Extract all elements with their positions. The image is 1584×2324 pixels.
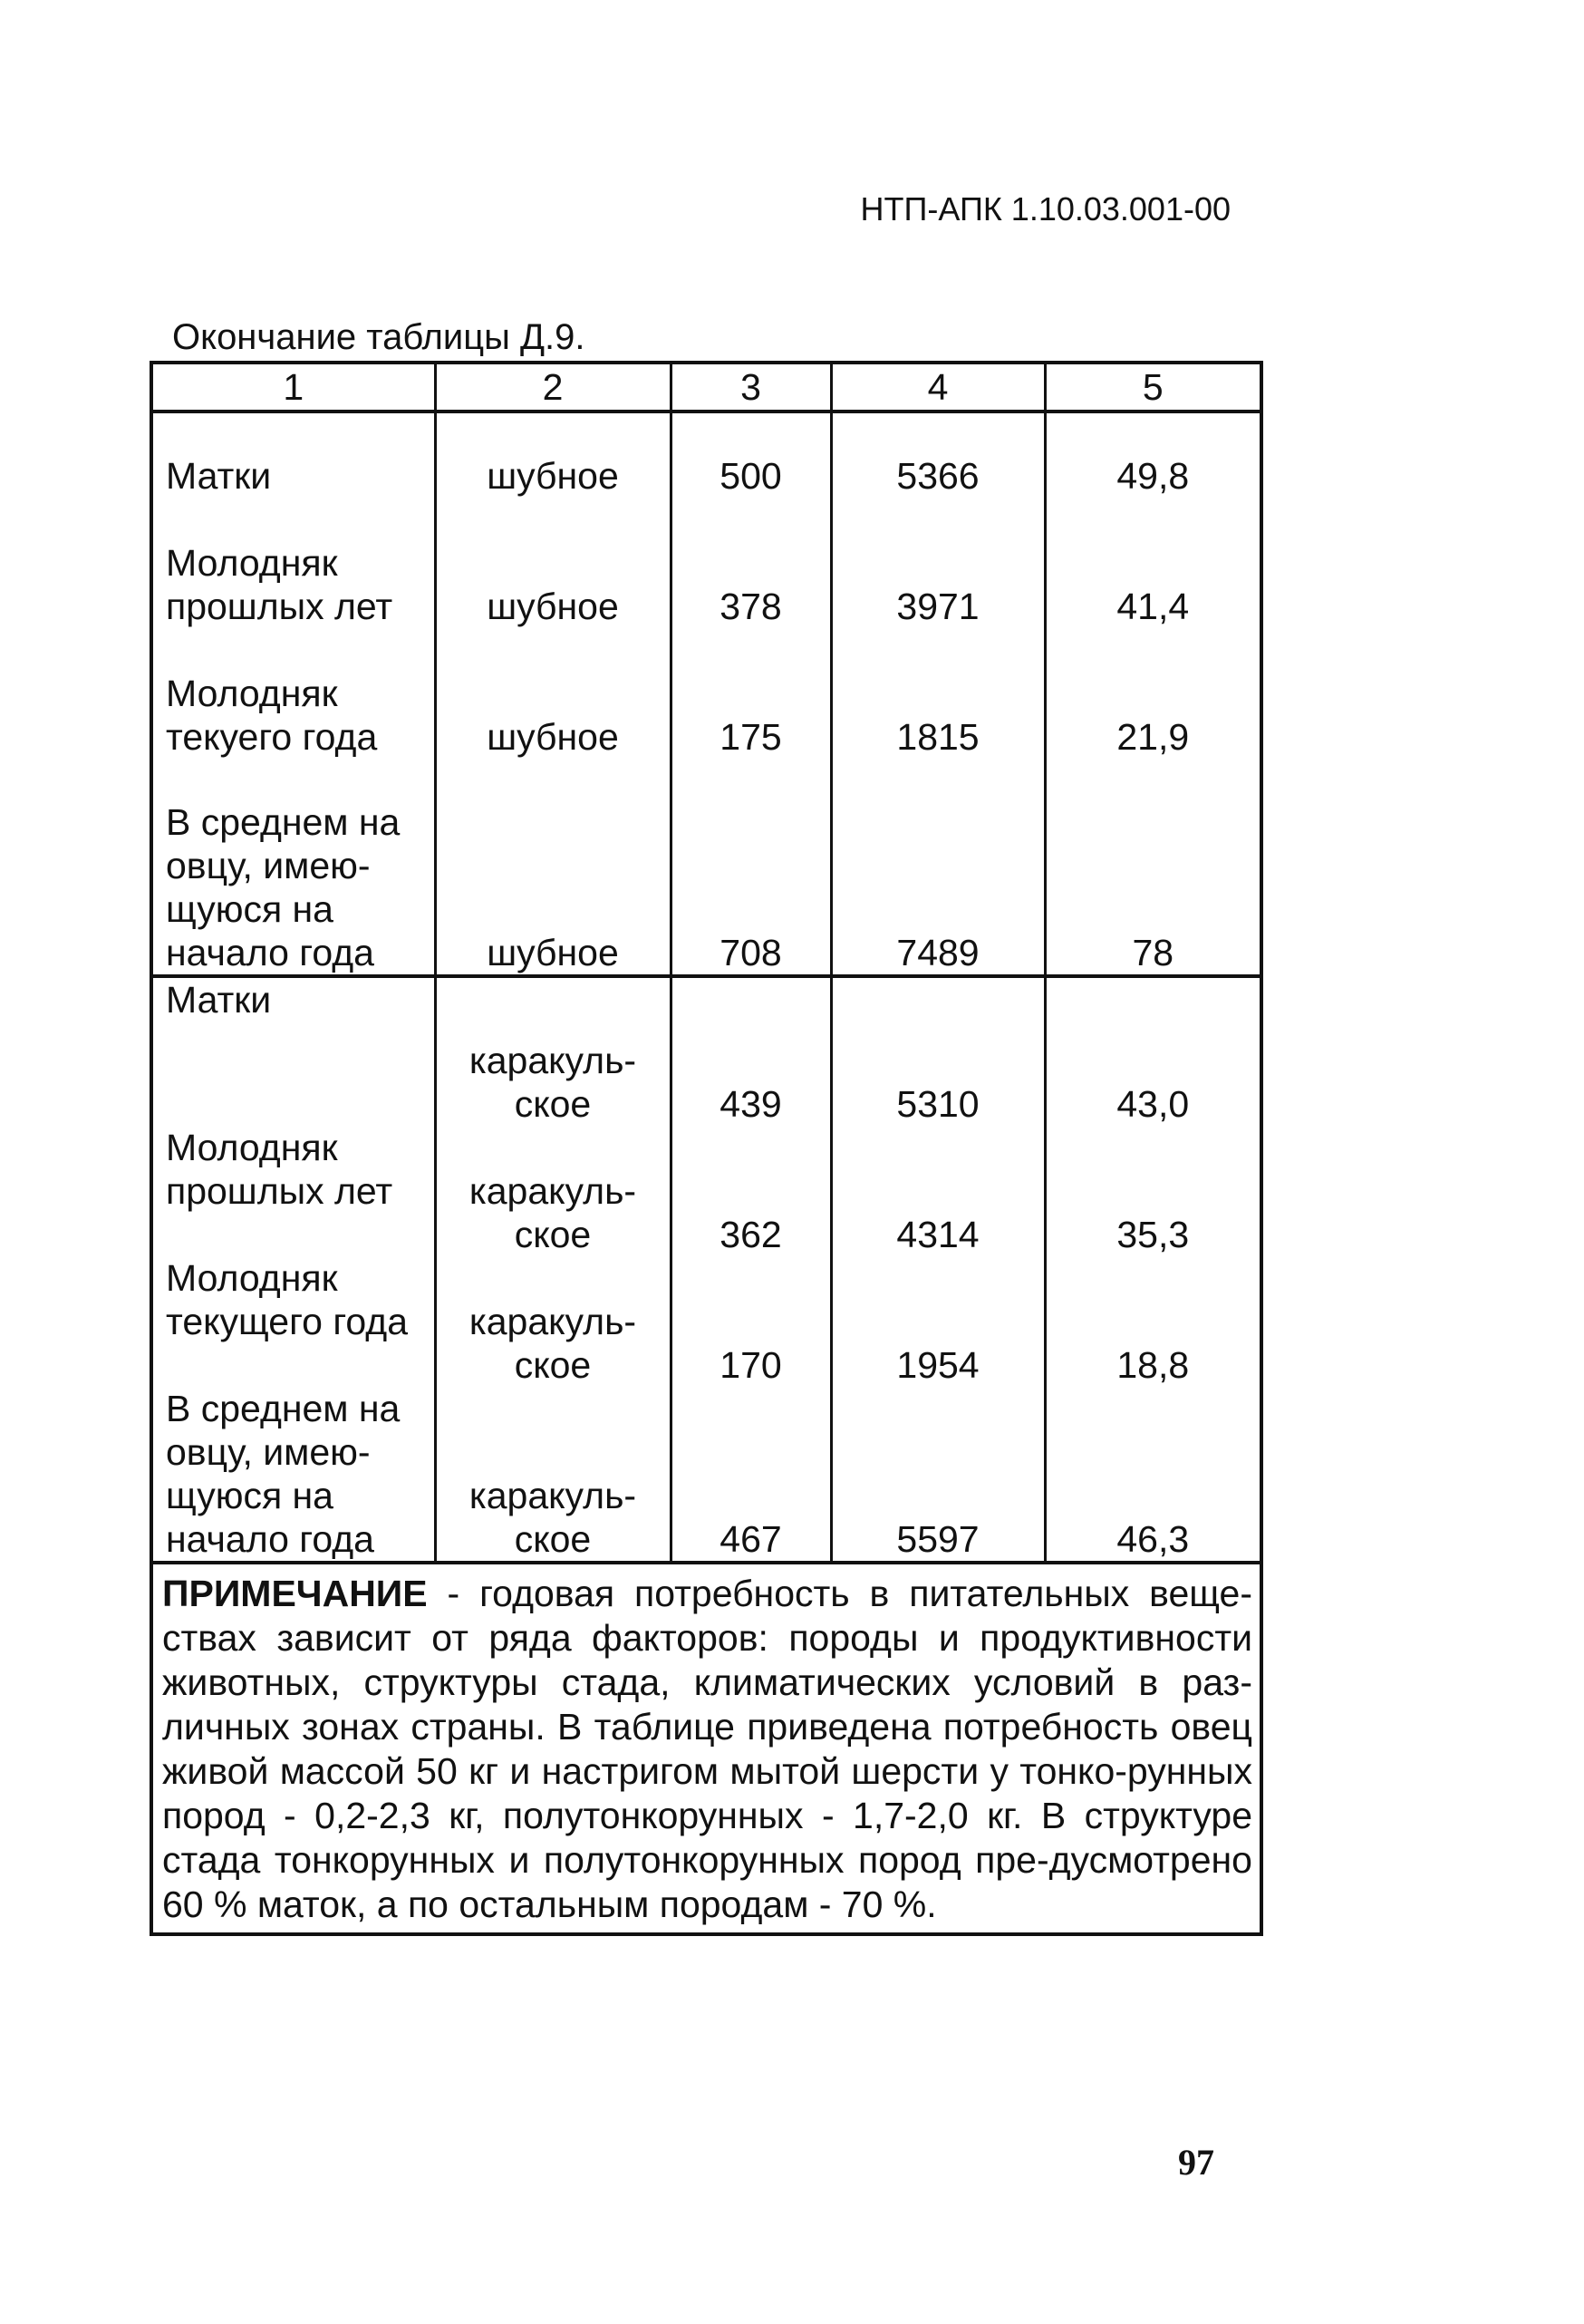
value-cell-5: 18,8 (1045, 1256, 1261, 1387)
value-cell-3: 708 (671, 759, 831, 976)
value-cell-3: 362 (671, 1126, 831, 1256)
value-cell-5: 78 (1045, 759, 1261, 976)
value-cell-4: 4314 (831, 1126, 1045, 1256)
table-row (151, 1256, 1261, 1387)
value-cell-5: 43,0 (1045, 976, 1261, 1126)
note-row (151, 1563, 1261, 1934)
wool-type-cell: шубное (435, 759, 671, 976)
table-row (151, 1126, 1261, 1256)
value-cell-5: 41,4 (1045, 498, 1261, 628)
category-cell: Молодняк прошлых лет (151, 1126, 435, 1256)
category-cell: В среднем на овцу, имею-щуюся на начало года (151, 1387, 435, 1563)
column-header-5: 5 (1045, 363, 1261, 412)
wool-type-cell: каракуль-ское (435, 976, 671, 1126)
wool-type-cell: шубное (435, 498, 671, 628)
note-text: - годовая потребность в питательных веще-ствах зависит от ряда факторов: породы и продуктивности животных, структуры стада, климатических условий в раз-личных зонах страны. В таблице приведена потребность овец живой массой 50 кг и настригом мытой шерсти у тонко-рунных пород - 0,2-2,3 кг, полутонкорунных - 1,7-2,0 кг. В структуре стада тонкорунных и полутонкорунных пород пре-дусмотрено 60 % маток, а по остальным породам - 70 %. (162, 1573, 1252, 1925)
note-cell (151, 1563, 1261, 1934)
wool-type-cell: каракуль-ское (435, 1126, 671, 1256)
table-row (151, 498, 1261, 628)
value-cell-3: 170 (671, 1256, 831, 1387)
table-row (151, 976, 1261, 1126)
value-cell-3: 467 (671, 1387, 831, 1563)
value-cell-4: 1815 (831, 628, 1045, 759)
value-cell-3: 378 (671, 498, 831, 628)
table-caption: Окончание таблицы Д.9. (172, 317, 585, 357)
wool-type-cell: каракуль-ское (435, 1387, 671, 1563)
category-cell: Молодняк прошлых лет (151, 498, 435, 628)
category-cell: Матки (151, 976, 435, 1126)
value-cell-5: 35,3 (1045, 1126, 1261, 1256)
value-cell-5: 21,9 (1045, 628, 1261, 759)
category-cell: Молодняк текуего года (151, 628, 435, 759)
data-table (150, 361, 1263, 1936)
column-header-3: 3 (671, 363, 831, 412)
value-cell-5: 46,3 (1045, 1387, 1261, 1563)
value-cell-4: 3971 (831, 498, 1045, 628)
wool-type-cell: шубное (435, 628, 671, 759)
table-container (150, 361, 1260, 1936)
table-row (151, 1387, 1261, 1563)
value-cell-3: 439 (671, 976, 831, 1126)
column-header-4: 4 (831, 363, 1045, 412)
page-number: 97 (1178, 2142, 1214, 2183)
category-cell: В среднем на овцу, имею-щуюся на начало года (151, 759, 435, 976)
value-cell-4: 5366 (831, 412, 1045, 498)
column-header-1: 1 (151, 363, 435, 412)
document-code: НТП-АПК 1.10.03.001-00 (860, 190, 1231, 228)
value-cell-5: 49,8 (1045, 412, 1261, 498)
wool-type-cell: каракуль-ское (435, 1256, 671, 1387)
value-cell-3: 175 (671, 628, 831, 759)
category-cell: Матки (151, 412, 435, 498)
value-cell-4: 5310 (831, 976, 1045, 1126)
value-cell-4: 1954 (831, 1256, 1045, 1387)
wool-type-cell: шубное (435, 412, 671, 498)
category-cell: Молодняк текущего года (151, 1256, 435, 1387)
note-title: ПРИМЕЧАНИЕ (162, 1573, 428, 1614)
table-row (151, 412, 1261, 498)
value-cell-4: 7489 (831, 759, 1045, 976)
table-row (151, 628, 1261, 759)
table-row (151, 759, 1261, 976)
column-header-2: 2 (435, 363, 671, 412)
header-row (151, 363, 1261, 412)
value-cell-3: 500 (671, 412, 831, 498)
value-cell-4: 5597 (831, 1387, 1045, 1563)
